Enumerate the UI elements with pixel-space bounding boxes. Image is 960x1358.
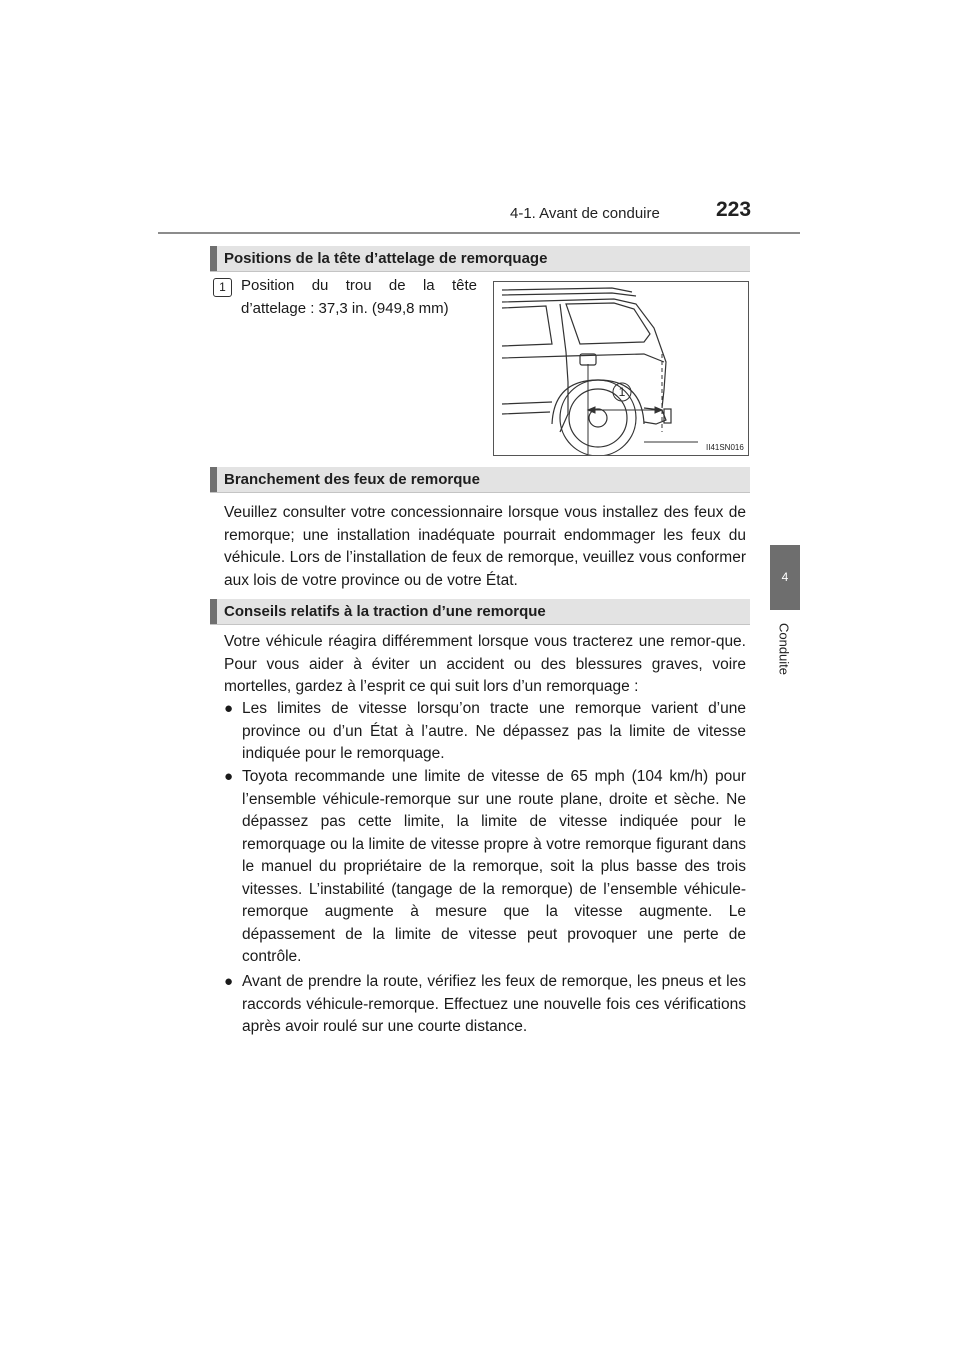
figure-code: II41SN016 [706, 443, 744, 452]
section-heading-lights [210, 467, 750, 493]
bullet-item: Avant de prendre la route, vérifiez les feux de remorque, les pneus et les raccords véhicule-remorque. Effectuez une nouvelle fois ces vérifications après avoir roulé sur une courte distance. [242, 973, 746, 1035]
section-heading-title: Positions de la tête d’attelage de remorquage [224, 250, 548, 267]
chapter-tab: 4 [770, 545, 800, 610]
section-heading-bar [210, 467, 217, 492]
lights-paragraph: Veuillez consulter votre concessionnaire lorsque vous installez des feux de remorque; une installation inadéquate pourrait endommager les feux du véhicule. Lors de l’installation de feux de remorque, veuillez vous conformer aux lois de votre province ou de votre État. [224, 504, 746, 589]
section-heading-title: Branchement des feux de remorque [224, 471, 480, 488]
bullet-marker: ● [224, 973, 234, 990]
hitch-position-text: Position du trou de la tête d’attelage : 37,3 in. (949,8 mm) [241, 277, 477, 317]
header-rule [158, 232, 800, 234]
chapter-label [766, 618, 802, 680]
bullet-marker: ● [224, 700, 234, 717]
vehicle-rear-illustration [494, 282, 748, 455]
bullet-marker: ● [224, 768, 234, 785]
section-heading-bar [210, 599, 217, 624]
hitch-position-figure [493, 281, 749, 456]
tips-intro: Votre véhicule réagira différemment lorsque vous tracterez une remor-que. Pour vous aider à éviter un accident ou des blessures graves, voire mortelles, gardez à l’esprit ce qui suit lors d’un remorquage : [224, 633, 746, 695]
bullet-item: Toyota recommande une limite de vitesse de 65 mph (104 km/h) pour l’ensemble véhicule-remorque sur une route plane, droite et sèche. Ne dépassez pas cette limite, la limite de vitesse indiquée pour le remorquage ou la limite de vitesse propre à votre remorque figurant dans le manuel du propriétaire de la remorque, soit la plus basse des trois vitesses. L’instabilité (tangage de la remorque) de l’ensemble véhicule-remorque augmente à mesure que la vitesse augmente. Le dépassement de la limite de vitesse peut provoquer une perte de contrôle. [242, 768, 746, 965]
bullet-item: Les limites de vitesse lorsqu’on tracte une remorque varient d’une province ou d’un État à l’autre. Ne dépassez pas la limite de vitesse indiquée pour le remorquage. [242, 700, 746, 762]
section-heading-hitch [210, 246, 750, 272]
figure-callout-number: 1 [618, 385, 626, 399]
section-heading-bar [210, 246, 217, 271]
page-number: 223 [716, 198, 752, 221]
chapter-label-text: Conduite [776, 622, 792, 676]
callout-number-badge: 1 [213, 278, 232, 297]
section-heading-title: Conseils relatifs à la traction d’une remorque [224, 603, 546, 620]
running-header-section: 4-1. Avant de conduire [510, 205, 660, 222]
section-heading-tips [210, 599, 750, 625]
